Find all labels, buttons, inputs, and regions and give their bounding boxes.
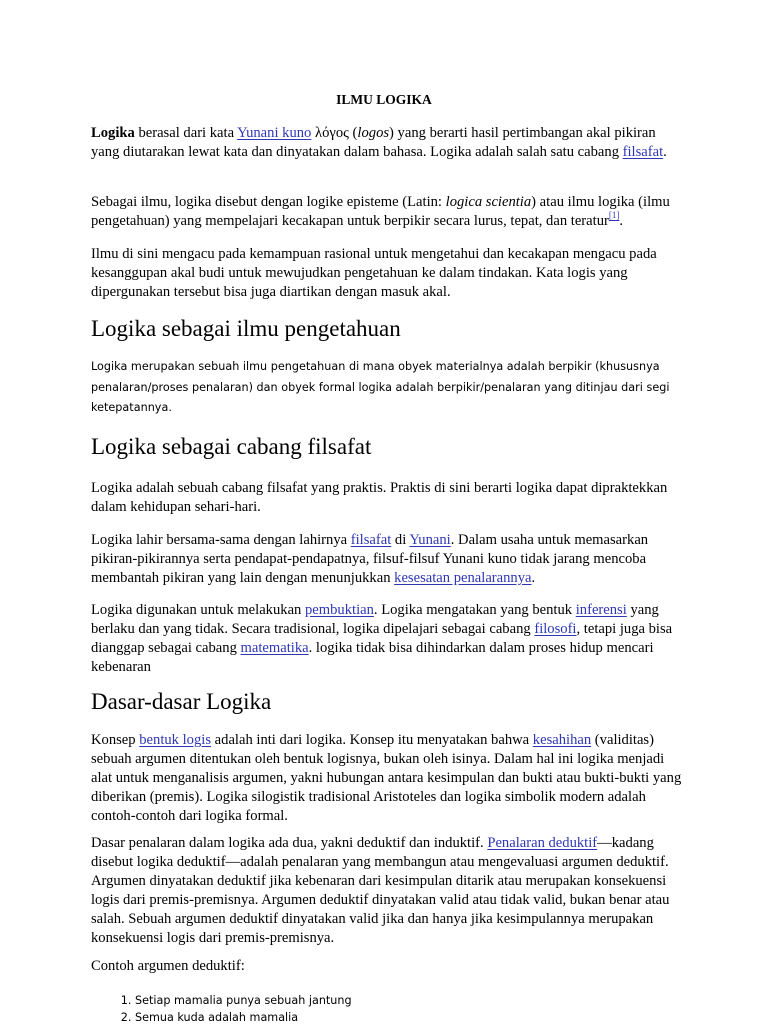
list-item: 1. Setiap mamalia punya sebuah jantung	[135, 992, 352, 1009]
paragraph-filsafat-praktis: Logika adalah sebuah cabang filsafat yang praktis. Praktis di sini berarti logika dapat dipraktekkan dalam kehidupan sehari-hari.	[91, 480, 668, 515]
list-item: 2. Semua kuda adalah mamalia	[135, 1009, 352, 1026]
heading-ilmu-pengetahuan: Logika sebagai ilmu pengetahuan	[91, 316, 401, 341]
link-yunani[interactable]: Yunani	[409, 532, 451, 548]
link-kesesatan-penalarannya[interactable]: kesesatan penalarannya	[394, 570, 532, 586]
link-kesahihan[interactable]: kesahihan	[532, 732, 592, 748]
paragraph-contoh-argumen: Contoh argumen deduktif:	[91, 958, 245, 974]
intro-paragraph: Logika berasal dari kata Yunani kuno λόγος (logos) yang berarti hasil pertimbangan akal pikiran yang diutarakan lewat kata dan dinyatakan dalam bahasa. Logika adalah salah satu cabang filsafat.	[91, 125, 667, 160]
heading-cabang-filsafat: Logika sebagai cabang filsafat	[91, 434, 372, 459]
link-matematika[interactable]: matematika	[240, 640, 309, 656]
link-filosofi[interactable]: filosofi	[534, 621, 577, 637]
paragraph-ilmu-rasional: Ilmu di sini mengacu pada kemampuan rasional untuk mengetahui dan kecakapan mengacu pada kesanggupan akal budi untuk mewujudkan pengetahuan ke dalam tindakan. Kata logis yang dipergunakan tersebut bisa juga diartikan dengan masuk akal.	[91, 246, 657, 300]
example-argument-list	[91, 992, 352, 1026]
link-filsafat-2[interactable]: filsafat	[350, 532, 392, 548]
paragraph-logika-lahir: Logika lahir bersama-sama dengan lahirnya filsafat di Yunani. Dalam usaha untuk memasarkan pikiran-pikirannya serta pendapat-pendapatnya, filsuf-filsuf Yunani kuno tidak jarang mencoba membantah pikiran yang lain dengan menunjukkan kesesatan penalarannya.	[91, 532, 649, 586]
link-bentuk-logis[interactable]: bentuk logis	[139, 732, 212, 748]
link-filsafat[interactable]: filsafat	[622, 144, 664, 160]
logika-term: Logika	[91, 125, 135, 141]
reference-link-1[interactable]: [1]	[608, 210, 620, 220]
document-title: ILMU LOGIKA	[336, 92, 432, 107]
paragraph-logike-episteme: Sebagai ilmu, logika disebut dengan logike episteme (Latin: logica scientia) atau ilmu logika (ilmu pengetahuan) yang mempelajari kecakapan untuk berpikir secara lurus, tepat, dan teratur[1].	[91, 194, 670, 229]
link-pembuktian[interactable]: pembuktian	[305, 602, 374, 618]
link-inferensi[interactable]: inferensi	[575, 602, 627, 618]
paragraph-ilmu-pengetahuan: Logika merupakan sebuah ilmu pengetahuan di mana obyek materialnya adalah berpikir (khususnya penalaran/proses penalaran) dan obyek formal logika adalah berpikir/penalaran yang ditinjau dari segi ketepatannya.	[91, 360, 670, 414]
paragraph-pembuktian: Logika digunakan untuk melakukan pembuktian. Logika mengatakan yang bentuk inferensi yang berlaku dan yang tidak. Secara tradisional, logika dipelajari sebagai cabang filosofi, tetapi juga bisa dianggap sebagai cabang matematika. logika tidak bisa dihindarkan dalam proses hidup mencari kebenaran	[91, 602, 673, 675]
paragraph-bentuk-logis: Konsep bentuk logis adalah inti dari logika. Konsep itu menyatakan bahwa kesahihan (validitas) sebuah argumen ditentukan oleh bentuk logisnya, bukan oleh isinya. Dalam hal ini logika menjadi alat untuk menganalisis argumen, yakni hubungan antara kesimpulan dan bukti atau bukti-bukti yang diberikan (premis). Logika silogistik tradisional Aristoteles dan logika simbolik modern adalah contoh-contoh dari logika formal.	[91, 732, 682, 824]
paragraph-deduktif: Dasar penalaran dalam logika ada dua, yakni deduktif dan induktif. Penalaran deduktif—kadang disebut logika deduktif—adalah penalaran yang membangun atau mengevaluasi argumen deduktif. Argumen dinyatakan deduktif jika kebenaran dari kesimpulan ditarik atau merupakan konsekuensi logis dari premis-premisnya. Argumen deduktif dinyatakan valid atau tidak valid, bukan benar atau salah. Sebuah argumen deduktif dinyatakan valid jika dan hanya jika kesimpulannya merupakan konsekuensi logis dari premis-premisnya.	[91, 835, 670, 946]
link-yunani-kuno[interactable]: Yunani kuno	[237, 125, 312, 141]
link-penalaran-deduktif[interactable]: Penalaran deduktif	[487, 835, 598, 851]
heading-dasar-logika: Dasar-dasar Logika	[91, 689, 272, 714]
